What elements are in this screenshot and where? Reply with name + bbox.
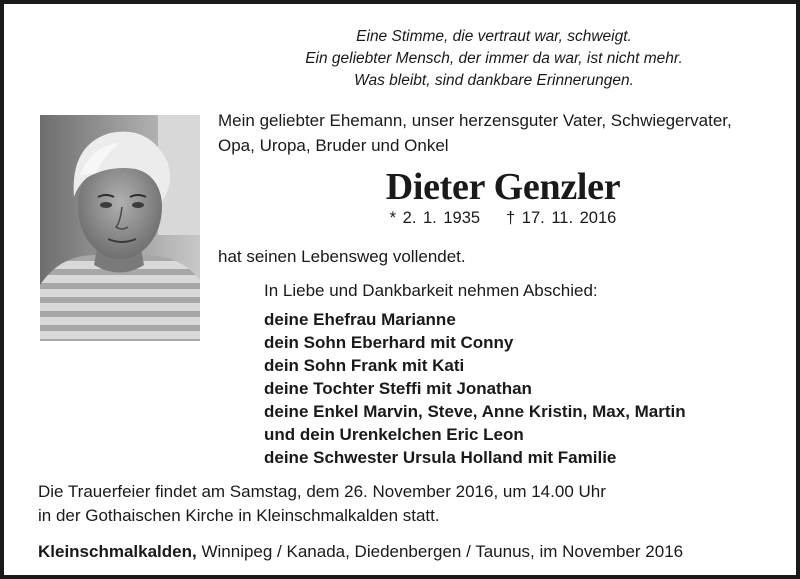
place-and-date xyxy=(38,540,778,564)
poem-line: Ein geliebter Mensch, der immer da war, ist nicht mehr. xyxy=(305,50,683,67)
mourner-item: dein Sohn Frank mit Kati xyxy=(264,356,465,375)
other-places: Winnipeg / Kanada, Diedenbergen / Taunus, im November 2016 xyxy=(196,542,684,561)
home-city: Kleinschmalkalden, xyxy=(38,542,197,561)
intro-line: Mein geliebter Ehemann, unser herzensguter Vater, Schwiegervater, xyxy=(218,111,732,130)
mourner-item: deine Ehefrau Marianne xyxy=(264,310,456,329)
poem-line: Eine Stimme, die vertraut war, schweigt. xyxy=(356,28,632,45)
birth-date: * 2. 1. 1935 xyxy=(389,209,481,227)
poem-line: Was bleibt, sind dankbare Erinnerungen. xyxy=(354,72,634,89)
life-completed-text: hat seinen Lebensweg vollendet. xyxy=(218,247,466,266)
deceased-name: Dieter Genzler xyxy=(385,166,621,208)
mourner-item: dein Sohn Eberhard mit Conny xyxy=(264,333,514,352)
service-line: in der Gothaischen Kirche in Kleinschmalkalden statt. xyxy=(38,506,440,525)
mourner-item: deine Tochter Steffi mit Jonathan xyxy=(264,379,532,398)
life-dates xyxy=(218,207,788,229)
intro-line: Opa, Uropa, Bruder und Onkel xyxy=(218,136,449,155)
mourner-item: und dein Urenkelchen Eric Leon xyxy=(264,425,524,444)
mourner-item: deine Enkel Marvin, Steve, Anne Kristin, Max, Martin xyxy=(264,402,686,421)
mourners-list xyxy=(264,308,784,469)
death-date: † 17. 11. 2016 xyxy=(506,209,617,227)
funeral-service-info xyxy=(38,480,778,528)
intro-text xyxy=(218,108,788,158)
service-line: Die Trauerfeier findet am Samstag, dem 26. November 2016, um 14.00 Uhr xyxy=(38,482,606,501)
mourner-item: deine Schwester Ursula Holland mit Familie xyxy=(264,448,617,467)
portrait-photo xyxy=(40,115,200,341)
farewell-heading: In Liebe und Dankbarkeit nehmen Abschied: xyxy=(264,281,598,300)
portrait-image xyxy=(40,115,200,341)
memorial-poem xyxy=(254,26,734,92)
